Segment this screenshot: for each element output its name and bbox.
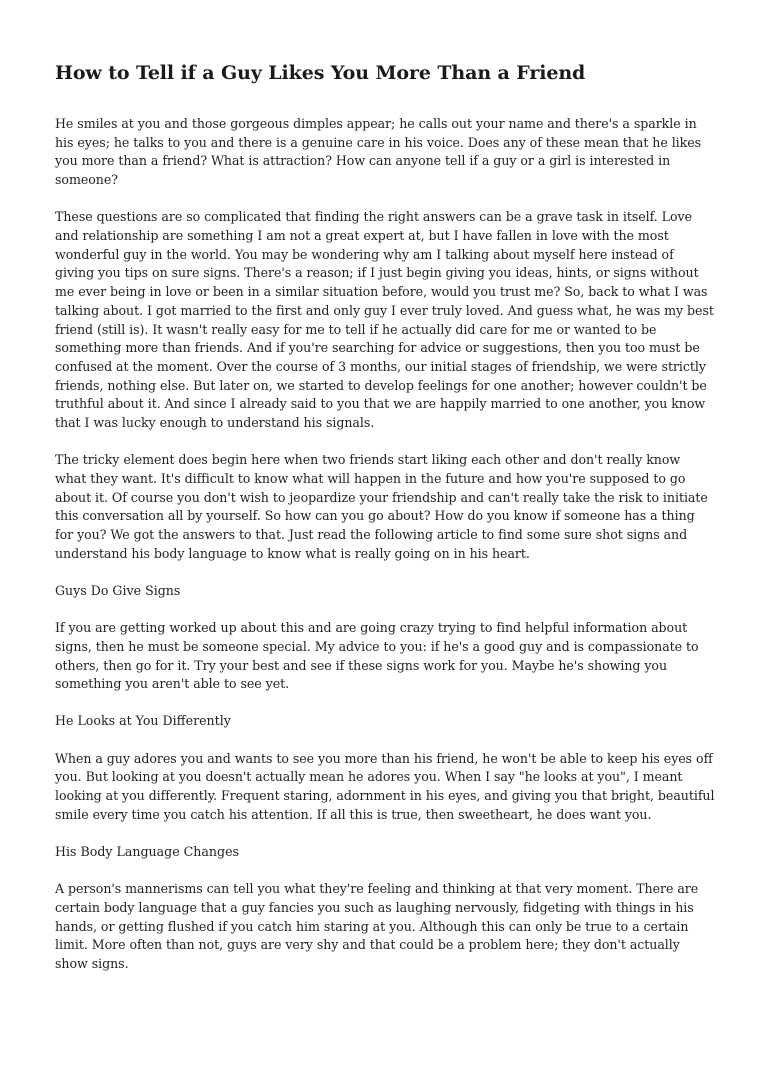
paragraph-guys-do-give-signs: If you are getting worked up about this and are going crazy trying to find helpful information about signs, then he must be someone special. My advice to you: if he's a good guy and is compassionate to others, then go for it. Try your best and see if these signs work for you. Maybe he's showing you something you aren't able to see yet.: [55, 620, 699, 692]
paragraph-questions: These questions are so complicated that finding the right answers can be a grave task in itself. Love and relationship are something I am not a great expert at, but I have fallen in love with the most wonderful guy in the world. You may be wondering why am I talking about myself here instead of giving you tips on sure signs. There's a reason; if I just begin giving you ideas, hints, or signs without me ever being in love or been in a similar situation before, would you trust me? So, back to what I was talking about. I got married to the first and only guy I ever truly loved. And guess what, he was my best friend (still is). It wasn't really easy for me to tell if he actually did care for me or wanted to be something more than friends. And if you're searching for advice or suggestions, then you too must be confused at the moment. Over the course of 3 months, our initial stages of friendship, we were strictly friends, nothing else. But later on, we started to develop feelings for one another; however couldn't be truthful about it. And since I already said to you that we are happily married to one another, you know that I was lucky enough to understand his signals.: [55, 209, 714, 431]
section-heading-guys-do-give-signs: Guys Do Give Signs: [55, 582, 181, 598]
paragraph-looks-differently: When a guy adores you and wants to see you more than his friend, he won't be able to keep his eyes off you. But looking at you doesn't actually mean he adores you. When I say "he looks at you", I meant looking at you differently. Frequent staring, adornment in his eyes, and giving you that bright, beautiful smile every time you catch his attention. If all this is true, then sweetheart, he does want you.: [55, 750, 715, 822]
section-heading-looks-differently: He Looks at You Differently: [55, 713, 231, 729]
page-title: How to Tell if a Guy Likes You More Than a Friend: [55, 62, 586, 84]
paragraph-tricky-element: The tricky element does begin here when two friends start liking each other and don't really know what they want. It's difficult to know what will happen in the future and how you're supposed to go about it. Of course you don't wish to jeopardize your friendship and can't really take the risk to initiate this conversation all by yourself. So how can you go about? How do you know if someone has a thing for you? We got the answers to that. Just read the following article to find some sure shot signs and understand his body language to know what is really going on in his heart.: [55, 452, 708, 561]
paragraph-intro: He smiles at you and those gorgeous dimples appear; he calls out your name and there's a sparkle in his eyes; he talks to you and there is a genuine care in his voice. Does any of these mean that he likes you more than a friend? What is attraction? How can anyone tell if a guy or a girl is interested in someone?: [55, 116, 702, 188]
document-page: [55, 60, 715, 992]
paragraph-body-language: A person's mannerisms can tell you what they're feeling and thinking at that very moment. There are certain body language that a guy fancies you such as laughing nervously, fidgeting with things in his hands, or getting flushed if you catch him staring at you. Although this can only be true to a certain limit. More often than not, guys are very shy and that could be a problem here; they don't actually show signs.: [55, 881, 699, 972]
section-heading-body-language: His Body Language Changes: [55, 844, 240, 859]
